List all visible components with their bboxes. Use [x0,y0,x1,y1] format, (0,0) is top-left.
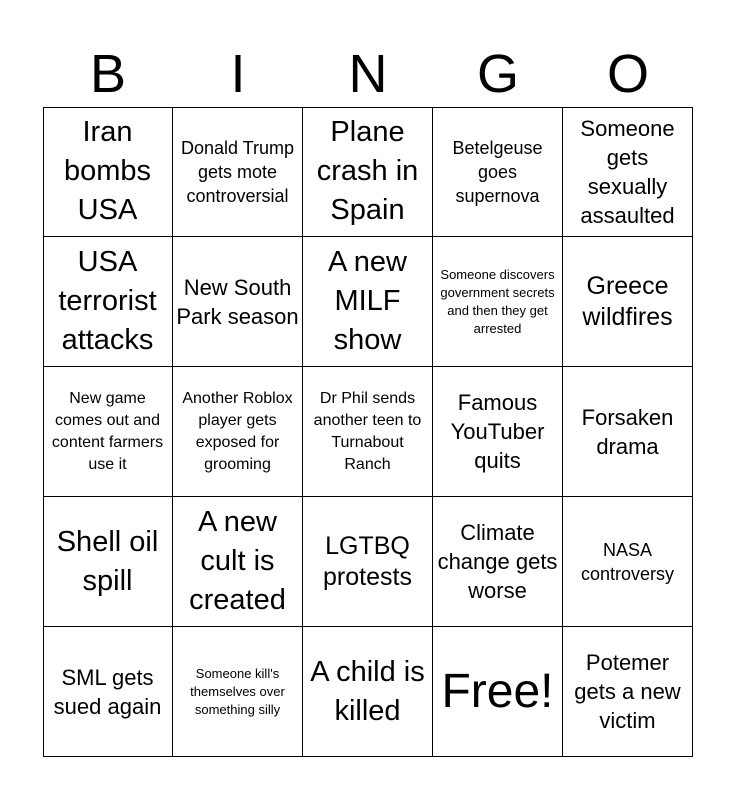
bingo-cell[interactable] [563,497,693,627]
header-letter-i: I [230,44,246,104]
bingo-cell[interactable] [433,237,563,367]
cell-text: USA terrorist attacks [58,246,157,356]
bingo-cell[interactable] [303,627,433,757]
bingo-cell[interactable] [433,107,563,237]
bingo-cell[interactable] [563,367,693,497]
bingo-header [43,42,693,106]
bingo-cell[interactable] [173,627,303,757]
cell-text: NASA controversy [580,539,675,584]
cell-text: Someone gets sexually assaulted [580,115,675,228]
cell-text: Shell oil spill [56,525,159,597]
cell-text: Someone kill's themselves over something silly [190,665,285,717]
bingo-cell[interactable] [43,627,173,757]
bingo-cell[interactable] [173,107,303,237]
bingo-cell[interactable] [43,237,173,367]
cell-text: A new cult is created [189,506,286,616]
bingo-cell[interactable] [303,497,433,627]
bingo-cell[interactable] [43,497,173,627]
header-letter-g: G [476,44,519,104]
cell-text: Climate change gets worse [437,520,558,603]
header-letter-n: N [348,44,388,104]
cell-text: Someone discovers government secrets and then they get arrested [440,266,555,336]
cell-text: Potemer gets a new victim [574,650,681,733]
cell-text: Donald Trump gets mote controversial [180,137,295,206]
free-space-text: Free! [441,664,554,718]
bingo-cell[interactable] [433,367,563,497]
cell-text: LGTBQ protests [323,531,412,591]
header-letter-o: O [606,44,649,104]
cell-text: Plane crash in Spain [316,116,419,226]
cell-text: Famous YouTuber quits [450,390,545,473]
bingo-cell[interactable] [173,497,303,627]
cell-text: Another Roblox player gets exposed for grooming [182,389,293,473]
cell-text: Betelgeuse goes supernova [452,137,543,206]
cell-text: Greece wildfires [582,271,673,331]
cell-text: Forsaken drama [581,404,674,459]
cell-text: Dr Phil sends another teen to Turnabout Ranch [313,389,422,473]
bingo-cell[interactable] [563,107,693,237]
bingo-cell[interactable] [173,367,303,497]
cell-text: Iran bombs USA [63,116,152,226]
bingo-cell[interactable] [303,107,433,237]
bingo-cell[interactable] [43,367,173,497]
header-letter-b: B [89,44,127,104]
cell-text: New game comes out and content farmers use it [51,389,164,473]
bingo-cell[interactable] [303,367,433,497]
cell-text: SML gets sued again [53,664,162,719]
bingo-cell[interactable] [563,627,693,757]
bingo-cell[interactable] [173,237,303,367]
cell-text: A new MILF show [328,246,407,356]
bingo-cell-free[interactable] [433,627,563,757]
cell-text: A child is killed [310,655,425,727]
cell-text: New South Park season [176,274,299,329]
bingo-cell[interactable] [303,237,433,367]
bingo-cell[interactable] [43,107,173,237]
bingo-cell[interactable] [433,497,563,627]
bingo-cell[interactable] [563,237,693,367]
bingo-grid [43,107,693,757]
